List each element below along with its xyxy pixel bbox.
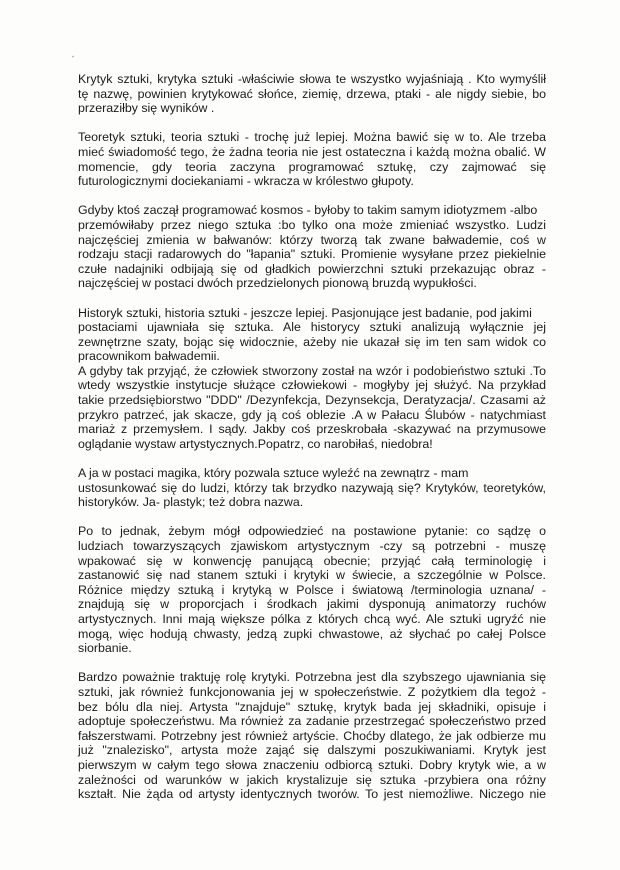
text-line: Po to jednak, żebym mógł odpowiedzieć na postawione pytanie: co sądzę o <box>78 524 546 539</box>
text-line: ludziach towarzyszących zjawiskom artystycznym -czy są potrzebni - muszę <box>78 539 546 553</box>
text-line: pracownikom bałwademii. <box>78 349 220 364</box>
text-line: Gdyby ktoś zaczął programować kosmos - byłoby to takim samym idiotyzmem -albo <box>78 203 538 218</box>
text-line: Różnice między sztuką i krytyką w Polsce i światową /terminologia uznana/ - <box>78 582 546 597</box>
text-line: zależności od warunków w jakich krystalizuje się sztuka -przybiera ona różny <box>78 772 546 787</box>
text-line: bez bólu dla niej. Artysta "znajduje" sztukę, krytyk bada jej składniki, opisuje i <box>78 699 546 714</box>
text-line: sztuki, jak również funkcjonowania jej w społeczeństwie. Z pożytkiem dla tegoż - <box>78 684 546 699</box>
text-line: wpakować się w konwencję panującą obecnie; przyjąć całą terminologię i <box>78 553 546 568</box>
text-line: przeraziłby się wyników . <box>78 101 215 116</box>
text-line: Historyk sztuki, historia sztuki - jeszcze lepiej. Pasjonujące jest badanie, pod jakimi <box>78 305 532 320</box>
text-line: mariaż z przemysłem. I sądy. Jakby coś przeskrobała -skazywać na przymusowe <box>78 422 546 437</box>
paragraph <box>78 203 546 291</box>
text-line: mieć świadomość tego, że żadna teoria nie jest ostateczna i każdą można obalić. W <box>78 144 546 159</box>
text-line: historyków. Ja- plastyk; też dobra nazwa. <box>78 495 304 510</box>
text-line: zewnętrzne szaty, bojąc się widocznie, ażeby nie ukazał się im ten sam widok co <box>78 334 546 349</box>
text-line: takie przedsiębiorstwo "DDD" /Dezynfekcja, Dezynsekcja, Deratyzacja/. Czasami aż <box>78 393 546 408</box>
text-line: ustosunkować się do ludzi, którzy tak brzydko nazywają się? Krytyków, teoretyków, <box>78 480 546 495</box>
text-line: już "znalezisko", artysta może zająć się dalszymi poszukiwaniami. Krytyk jest <box>78 743 546 758</box>
text-line: pierwszym w całym tego słowa znaczeniu odbiorcą sztuki. Dobry krytyk wie, a w <box>78 757 546 772</box>
text-line: adoptuje społeczeństwu. Ma również za zadanie przestrzegać społeczeństwo przed <box>78 714 546 729</box>
paragraph <box>78 130 546 188</box>
text-line: przemówiłaby przez niego sztuka :bo tylko ona może zmieniać wszystko. Ludzi <box>78 217 546 232</box>
text-line: tę nazwę, powinien krytykować słońce, ziemię, drzewa, ptaki - ale nigdy siebie, bo <box>78 86 546 101</box>
text-line: Krytyk sztuki, krytyka sztuki -właściwie słowa te wszystko wyjaśniają . Kto wymyślił <box>78 72 546 86</box>
paragraph <box>78 72 546 116</box>
paragraph <box>78 670 546 801</box>
text-line: przykro patrzeć, jak skacze, gdy ją coś oblezie .A w Pałacu Ślubów - natychmiast <box>78 407 546 422</box>
text-line: A ja w postaci magika, który pozwala sztuce wyleźć na zewnątrz - mam <box>78 466 469 481</box>
text-line: fałszerstwami. Potrzebny jest również artyście. Choćby dlatego, że jak odbierze mu <box>78 728 546 743</box>
paragraph <box>78 524 546 655</box>
text-line: mogą, więc hodują chwasty, jedzą zupki chwastowe, aż słychać po całej Polsce <box>78 626 546 641</box>
paragraph <box>78 306 546 452</box>
text-line: Bardzo poważnie traktuję rolę krytyki. Potrzebna jest dla szybszego ujawniania się <box>78 670 546 685</box>
text-line: najczęściej zmienia w bałwanów: którzy tworzą tak zwane bałwademie, coś w <box>78 232 546 247</box>
text-line: najczęściej w postaci dwóch przedzielonych pionową bruzdą wypukłości. <box>78 276 477 291</box>
text-line: postaciami ujawniała się sztuka. Ale historycy sztuki analizują wyłącznie jej <box>78 320 546 335</box>
text-line: znajdują się w proporcjach i środkach jakimi dysponują animatorzy ruchów <box>78 597 546 612</box>
text-line: wtedy wszystkie instytucje służące człowiekowi - mogłyby jej służyć. Na przykład <box>78 378 546 393</box>
text-line: momencie, gdy teoria zaczyna programować sztukę, czy zajmować się <box>78 159 546 174</box>
text-line: kształt. Nie żąda od artysty identycznych tworów. To jest niemożliwe. Niczego nie <box>78 787 546 802</box>
text-line: futurologicznymi dociekaniami - wkracza w królestwo głupoty. <box>78 174 414 189</box>
text-line: czułe nadajniki odbijają się od gładkich powierzchni sztuki przekazując obraz - <box>78 261 546 276</box>
document-body <box>78 72 546 816</box>
text-line: rodzaju stacji radarowych do "łapania" sztuki. Promienie wysyłane przez piekielnie <box>78 247 546 262</box>
text-line: oglądanie wystaw artystycznych.Popatrz, co narobiłaś, niedobra! <box>78 436 433 451</box>
scan-speck <box>72 55 74 57</box>
text-line: siorbanie. <box>78 641 132 656</box>
text-line: artystycznych. Inni mają większe pólka z których chcą wyć. Ale sztuki ugryźć nie <box>78 611 546 626</box>
text-line: zastanowić się nad stanem sztuki i krytyki w świecie, a szczególnie w Polsce. <box>78 568 546 583</box>
text-line: A gdyby tak przyjąć, że człowiek stworzony został na wzór i podobieństwo sztuki .To <box>78 363 546 378</box>
text-line: Teoretyk sztuki, teoria sztuki - trochę już lepiej. Można bawić się w to. Ale trzeba <box>78 130 546 145</box>
paragraph <box>78 466 546 510</box>
